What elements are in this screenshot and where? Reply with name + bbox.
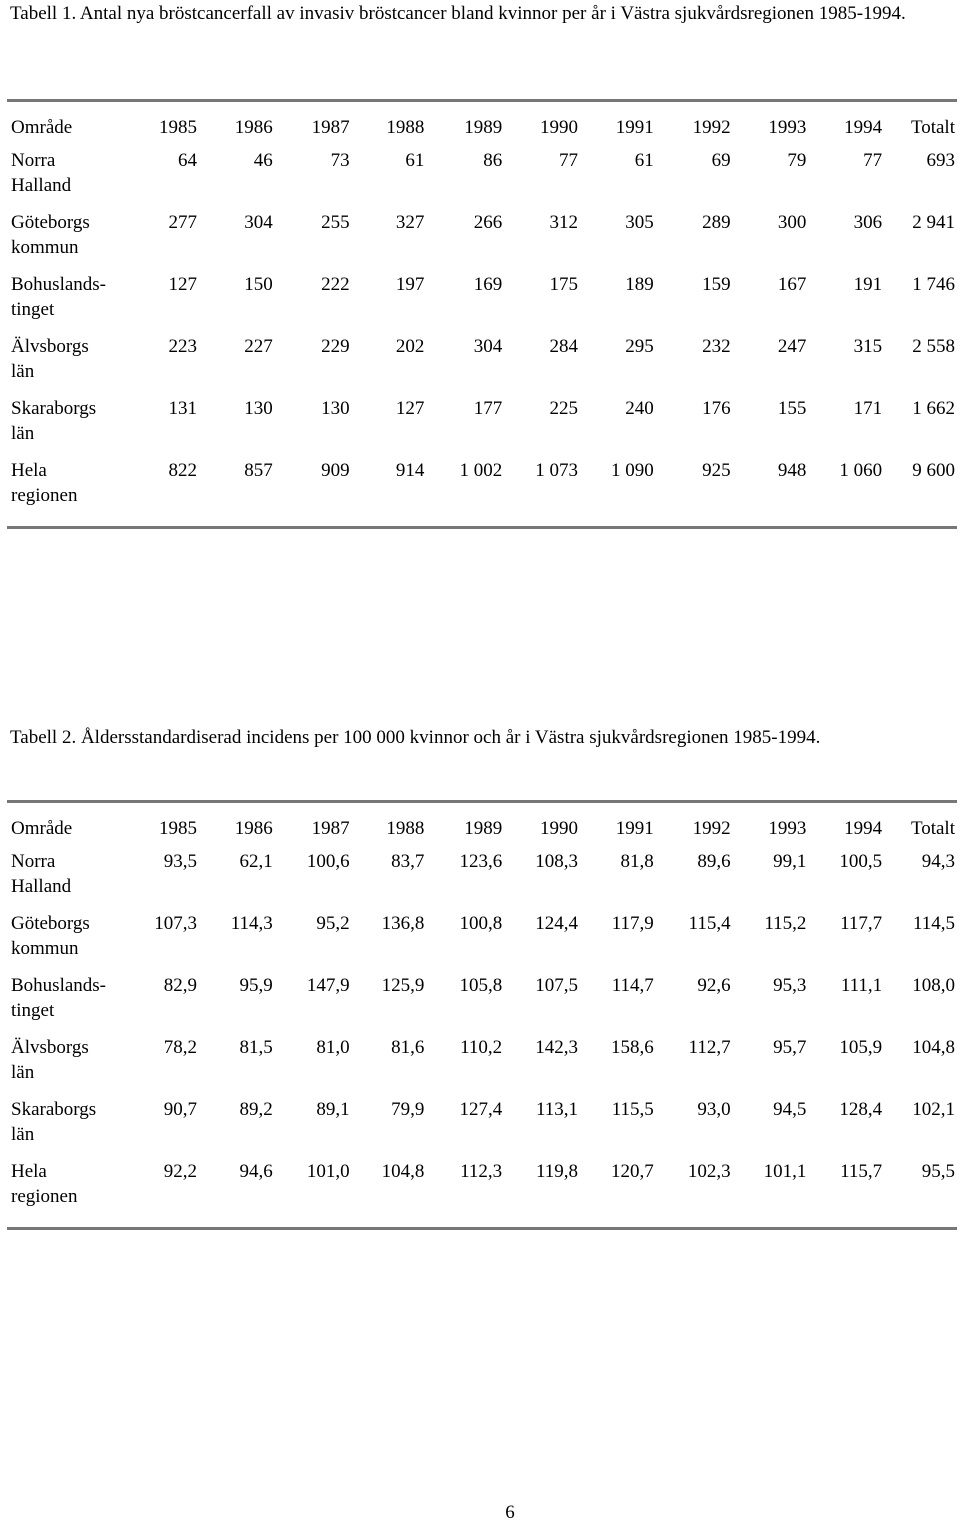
table-cell: 81,0	[316, 1036, 350, 1058]
table-cell: 89,2	[239, 1098, 273, 1120]
row-label	[7, 973, 146, 1035]
table-cell: 304	[473, 335, 503, 357]
row-label-line: Norra	[11, 850, 56, 872]
row-label-line: Skaraborgs	[11, 397, 97, 419]
table-cell: 95,9	[239, 974, 273, 996]
column-header-1990: 1990	[504, 101, 580, 148]
table-cell: 119,8	[504, 1159, 580, 1229]
table-cell: 123,6	[459, 850, 503, 872]
table-cell: 114,7	[611, 974, 654, 996]
column-header-1994: 1994	[808, 101, 884, 148]
column-header-1990: 1990	[504, 802, 580, 849]
table-row	[7, 1097, 957, 1159]
table-cell: 111,1	[840, 974, 883, 996]
table-cell: 93,5	[163, 850, 197, 872]
row-label-line: kommun	[11, 236, 79, 258]
row-label-line: tinget	[11, 298, 55, 320]
table-cell: 110,2	[460, 1036, 503, 1058]
table-cell: 306	[853, 211, 883, 233]
table-cell: 89,1	[316, 1098, 350, 1120]
column-header-1988: 1988	[352, 101, 427, 148]
table-cell: 304	[244, 211, 273, 233]
table-cell: 295	[625, 335, 654, 357]
row-label	[7, 849, 146, 911]
table-cell: 202	[395, 335, 425, 357]
table-cell: 102,3	[656, 1159, 733, 1229]
table-cell: 115,2	[764, 912, 807, 934]
row-label-line: Norra	[11, 149, 56, 171]
table-header-row	[7, 802, 957, 849]
table-row	[7, 210, 957, 272]
table-cell: 104,8	[352, 1159, 427, 1229]
table-cell: 114,5	[912, 912, 955, 934]
table-cell: 191	[853, 273, 883, 295]
row-label-line: kommun	[11, 937, 79, 959]
table-cell: 1 060	[808, 458, 884, 528]
table-cell: 112,3	[426, 1159, 504, 1229]
row-label-line: Göteborgs	[11, 211, 90, 233]
table-cell: 99,1	[773, 850, 807, 872]
column-header-1993: 1993	[733, 802, 809, 849]
column-header-totalt: Totalt	[884, 802, 957, 849]
table-cell: 327	[395, 211, 425, 233]
row-label-line: Göteborgs	[11, 912, 90, 934]
table-cell: 223	[168, 335, 197, 357]
table-cell: 77	[558, 149, 578, 171]
column-header-1989: 1989	[426, 802, 504, 849]
column-header-1992: 1992	[656, 802, 733, 849]
table-cell: 79	[787, 149, 807, 171]
row-label	[7, 396, 146, 458]
table-cell: 822	[146, 458, 199, 528]
table-cell: 158,6	[611, 1036, 654, 1058]
table-cell: 105,9	[839, 1036, 883, 1058]
row-label-line: Älvsborgs	[11, 1036, 89, 1058]
table-cell: 113,1	[535, 1098, 578, 1120]
row-label	[7, 148, 146, 210]
row-label-line: regionen	[11, 484, 78, 506]
table-cell: 94,3	[921, 850, 955, 872]
row-label-line: Skaraborgs	[11, 1098, 97, 1120]
table-cell: 128,4	[839, 1098, 883, 1120]
table-cell: 1 090	[580, 458, 656, 528]
table-cell: 197	[395, 273, 425, 295]
table-cell: 95,2	[316, 912, 350, 934]
table-cell: 167	[777, 273, 807, 295]
table-cell: 120,7	[580, 1159, 656, 1229]
table-cell: 107,3	[154, 912, 197, 934]
table-header-row	[7, 101, 957, 148]
table-cell: 81,8	[620, 850, 654, 872]
table-cell: 101,0	[275, 1159, 352, 1229]
table-cell: 64	[178, 149, 197, 171]
table-cell: 108,3	[535, 850, 578, 872]
table-cell: 131	[168, 397, 197, 419]
row-label-line: Bohuslands-	[11, 273, 106, 295]
table-cell: 315	[853, 335, 883, 357]
table-cell: 89,6	[697, 850, 731, 872]
table-row	[7, 334, 957, 396]
table-cell: 73	[330, 149, 350, 171]
table-cell: 114,3	[230, 912, 273, 934]
column-header-1986: 1986	[199, 101, 275, 148]
table-cell: 95,7	[773, 1036, 807, 1058]
table-cell: 925	[656, 458, 733, 528]
table-cell: 284	[549, 335, 578, 357]
table-cell: 159	[702, 273, 731, 295]
table-cell: 266	[473, 211, 503, 233]
table-cell: 82,9	[163, 974, 197, 996]
table1-caption: Tabell 1. Antal nya bröstcancerfall av invasiv bröstcancer bland kvinnor per år i Västra sjukvårdsregionen 1985-1994.	[10, 3, 906, 24]
table-cell: 127,4	[459, 1098, 503, 1120]
row-label-line: Halland	[11, 174, 72, 196]
row-label-line: Hela	[11, 1160, 47, 1182]
table-cell: 69	[711, 149, 731, 171]
table-cell: 125,9	[381, 974, 425, 996]
column-header-1988: 1988	[352, 802, 427, 849]
table-cell: 115,5	[611, 1098, 654, 1120]
table-cell: 95,5	[884, 1159, 957, 1229]
table-cell: 124,4	[535, 912, 578, 934]
table-cell: 112,7	[688, 1036, 731, 1058]
row-label	[7, 1159, 146, 1229]
table-cell: 909	[275, 458, 352, 528]
table-row	[7, 396, 957, 458]
table-row	[7, 911, 957, 973]
column-header-1992: 1992	[656, 101, 733, 148]
age-standardized-incidence-table	[7, 800, 957, 1230]
table-cell: 92,2	[146, 1159, 199, 1229]
table-cell: 62,1	[239, 850, 273, 872]
row-label-line: län	[11, 422, 35, 444]
table-cell: 914	[352, 458, 427, 528]
row-label-line: Hela	[11, 459, 47, 481]
table-cell: 1 002	[426, 458, 504, 528]
page-number: 6	[505, 1502, 515, 1523]
table-cell: 289	[702, 211, 731, 233]
row-label	[7, 458, 146, 528]
table-cell: 117,7	[840, 912, 883, 934]
table-cell: 1 746	[912, 273, 955, 295]
row-label	[7, 334, 146, 396]
table-cell: 175	[549, 273, 578, 295]
table-cell: 90,7	[163, 1098, 197, 1120]
table-cell: 127	[395, 397, 425, 419]
row-label	[7, 210, 146, 272]
table-cell: 115,7	[808, 1159, 884, 1229]
table-cell: 117,9	[611, 912, 654, 934]
table-cell: 255	[321, 211, 350, 233]
table-cell: 104,8	[912, 1036, 955, 1058]
row-label-line: Bohuslands-	[11, 974, 106, 996]
table-row	[7, 272, 957, 334]
table-row	[7, 849, 957, 911]
table-cell: 177	[473, 397, 503, 419]
row-label-line: län	[11, 360, 35, 382]
table-cell: 300	[777, 211, 807, 233]
column-header-totalt: Totalt	[884, 101, 957, 148]
table-cell: 176	[702, 397, 731, 419]
table-cell: 92,6	[697, 974, 731, 996]
table-cell: 130	[321, 397, 350, 419]
table-cell: 81,5	[239, 1036, 273, 1058]
table-cell: 171	[853, 397, 883, 419]
table-cell: 101,1	[733, 1159, 809, 1229]
table-cell: 108,0	[912, 974, 955, 996]
table-cell: 94,6	[199, 1159, 275, 1229]
table-row	[7, 1035, 957, 1097]
table-cell: 61	[405, 149, 425, 171]
column-header-1994: 1994	[808, 802, 884, 849]
table-cell: 232	[702, 335, 731, 357]
table-cell: 277	[168, 211, 197, 233]
row-label-line: regionen	[11, 1185, 78, 1207]
row-label-line: tinget	[11, 999, 55, 1021]
column-header-1985: 1985	[146, 802, 199, 849]
table-cell: 100,6	[306, 850, 350, 872]
row-label-line: län	[11, 1061, 35, 1083]
row-label	[7, 1097, 146, 1159]
table-cell: 93,0	[697, 1098, 731, 1120]
column-header-1989: 1989	[426, 101, 504, 148]
table-cell: 1 662	[912, 397, 955, 419]
table-cell: 693	[926, 149, 955, 171]
table-cell: 169	[473, 273, 503, 295]
column-header-1993: 1993	[733, 101, 809, 148]
table-cell: 142,3	[535, 1036, 578, 1058]
table-cell: 78,2	[163, 1036, 197, 1058]
row-label	[7, 911, 146, 973]
row-label	[7, 1035, 146, 1097]
table2-caption: Tabell 2. Åldersstandardiserad incidens per 100 000 kvinnor och år i Västra sjukvårdsregionen 1985-1994.	[10, 727, 821, 748]
table-cell: 9 600	[884, 458, 957, 528]
row-label	[7, 272, 146, 334]
table-cell: 95,3	[773, 974, 807, 996]
table-cell: 227	[244, 335, 273, 357]
table-cell: 2 558	[912, 335, 955, 357]
table-cell: 948	[733, 458, 809, 528]
row-label-line: län	[11, 1123, 35, 1145]
column-header-area: Område	[7, 802, 146, 849]
table-cell: 189	[625, 273, 654, 295]
table-cell: 83,7	[391, 850, 425, 872]
row-label-line: Älvsborgs	[11, 335, 89, 357]
table-cell: 225	[549, 397, 578, 419]
column-header-area: Område	[7, 101, 146, 148]
table-cell: 102,1	[912, 1098, 955, 1120]
table-row	[7, 973, 957, 1035]
table-cell: 46	[253, 149, 273, 171]
table-cell: 115,4	[688, 912, 731, 934]
column-header-1987: 1987	[275, 101, 352, 148]
column-header-1987: 1987	[275, 802, 352, 849]
table-cell: 130	[244, 397, 273, 419]
column-header-1991: 1991	[580, 101, 656, 148]
table-cell: 107,5	[535, 974, 578, 996]
table-row	[7, 148, 957, 210]
row-label-line: Halland	[11, 875, 72, 897]
table-cell: 147,9	[306, 974, 350, 996]
table-cell: 81,6	[391, 1036, 425, 1058]
table-cell: 136,8	[381, 912, 425, 934]
table-cell: 312	[549, 211, 578, 233]
table-cell: 79,9	[391, 1098, 425, 1120]
column-header-1985: 1985	[146, 101, 199, 148]
table-cell: 86	[483, 149, 503, 171]
table-row	[7, 1159, 957, 1229]
table-cell: 229	[321, 335, 350, 357]
table-cell: 150	[244, 273, 273, 295]
table-cell: 127	[168, 273, 197, 295]
table-cell: 94,5	[773, 1098, 807, 1120]
table-cell: 100,8	[459, 912, 503, 934]
table-cell: 61	[634, 149, 654, 171]
column-header-1991: 1991	[580, 802, 656, 849]
table-row	[7, 458, 957, 528]
table-cell: 100,5	[839, 850, 883, 872]
table-cell: 2 941	[912, 211, 955, 233]
table-cell: 77	[863, 149, 883, 171]
table-cell: 155	[777, 397, 807, 419]
table-cell: 105,8	[459, 974, 503, 996]
column-header-1986: 1986	[199, 802, 275, 849]
table-cell: 240	[625, 397, 654, 419]
table-cell: 305	[625, 211, 654, 233]
table-cell: 857	[199, 458, 275, 528]
table-cell: 1 073	[504, 458, 580, 528]
incidence-count-table	[7, 99, 957, 529]
table-cell: 247	[777, 335, 807, 357]
table-cell: 222	[321, 273, 350, 295]
